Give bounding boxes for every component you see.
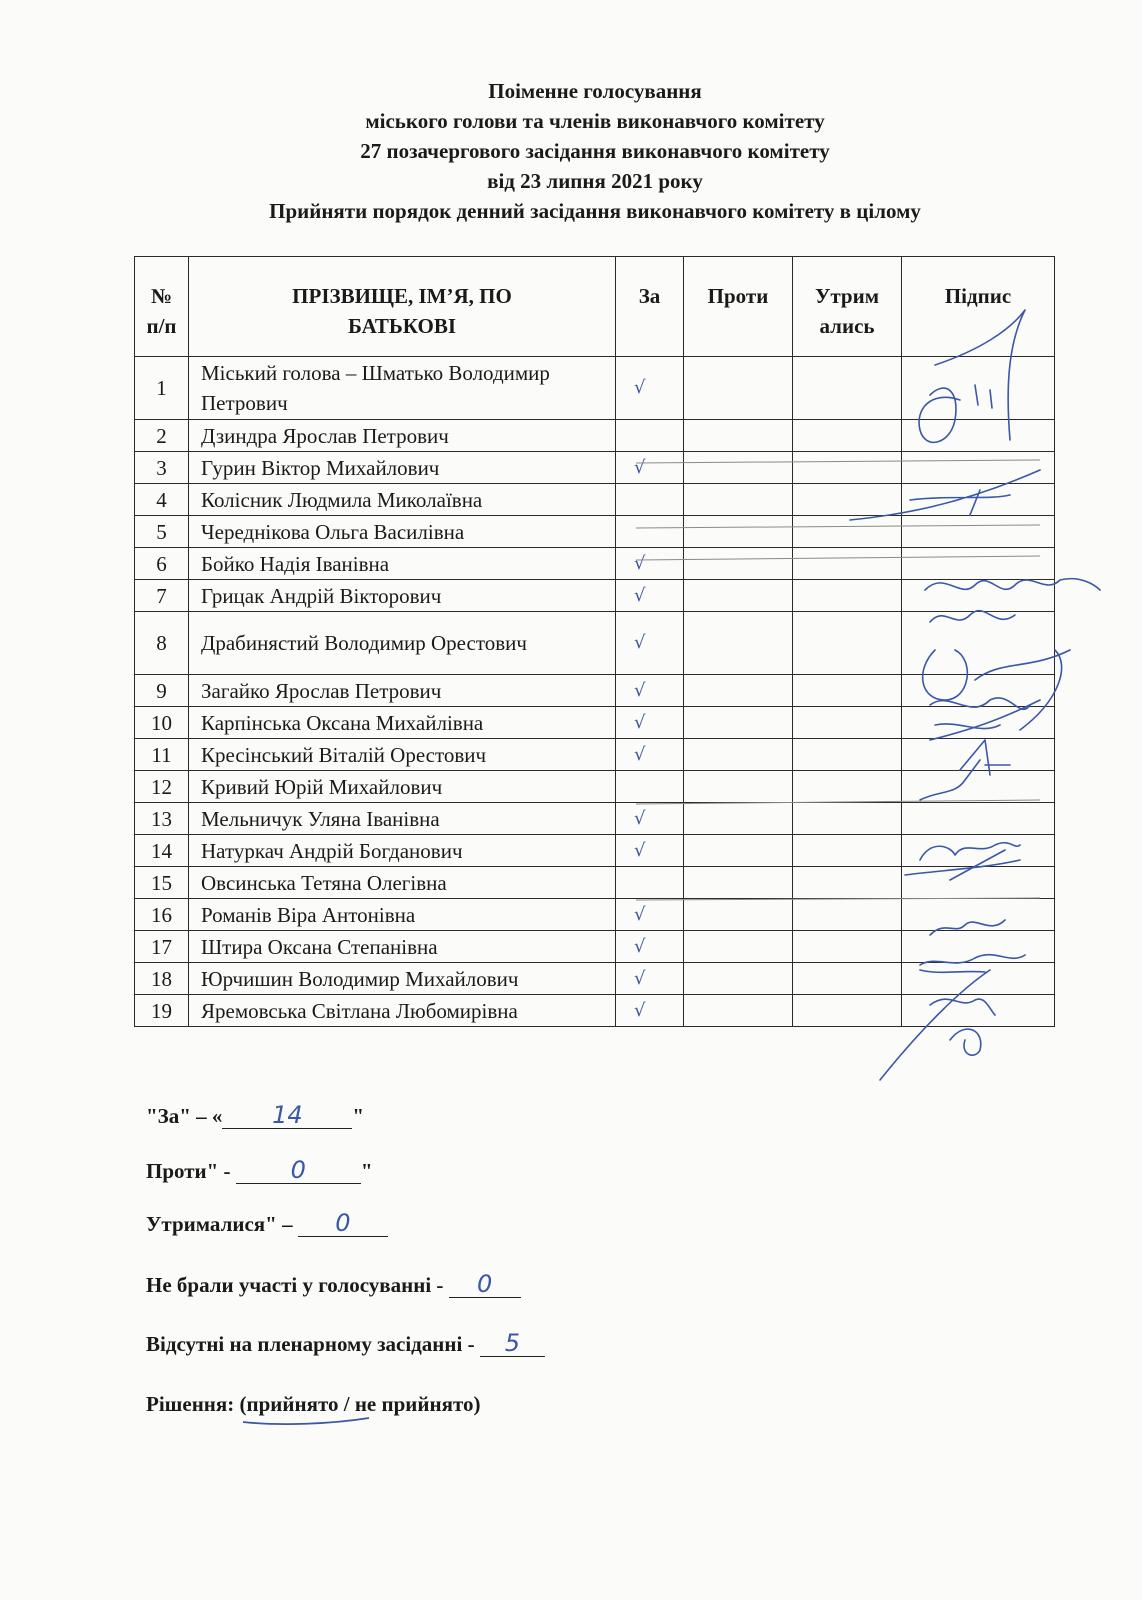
row-name: Бойко Надія Іванівна [189, 548, 616, 580]
row-number: 19 [135, 995, 189, 1027]
table-row [135, 771, 1055, 803]
row-against [684, 803, 793, 835]
row-number: 9 [135, 675, 189, 707]
row-signature [902, 803, 1055, 835]
table-row [135, 739, 1055, 771]
totals-not-voted-row [146, 1271, 521, 1298]
row-number: 13 [135, 803, 189, 835]
row-for-mark [616, 452, 684, 484]
col-header-against: Проти [684, 257, 793, 357]
row-for-mark [616, 963, 684, 995]
check-mark-icon: √ [634, 807, 646, 829]
row-for-mark [616, 484, 684, 516]
row-number: 11 [135, 739, 189, 771]
row-abstain [793, 739, 902, 771]
row-signature [902, 995, 1055, 1027]
row-signature [902, 452, 1055, 484]
decision-rest: / не прийнято) [338, 1392, 481, 1416]
row-signature [902, 931, 1055, 963]
row-number: 4 [135, 484, 189, 516]
row-name: Карпінська Оксана Михайлівна [189, 707, 616, 739]
check-mark-icon: √ [634, 967, 646, 989]
row-for-mark [616, 420, 684, 452]
row-name: Грицак Андрій Вікторович [189, 580, 616, 612]
table-row [135, 995, 1055, 1027]
table-row [135, 357, 1055, 420]
row-number: 10 [135, 707, 189, 739]
totals-absent-row [146, 1330, 545, 1357]
row-for-mark [616, 612, 684, 675]
row-number: 17 [135, 931, 189, 963]
check-mark-icon: √ [634, 839, 646, 861]
row-name: Кресінський Віталій Орестович [189, 739, 616, 771]
table-header-row [135, 257, 1055, 357]
row-against [684, 995, 793, 1027]
row-against [684, 580, 793, 612]
row-abstain [793, 675, 902, 707]
row-name: Кривий Юрій Михайлович [189, 771, 616, 803]
totals-against-close: " [360, 1159, 373, 1183]
table-row [135, 420, 1055, 452]
table-row [135, 675, 1055, 707]
row-against [684, 835, 793, 867]
row-against [684, 707, 793, 739]
row-for-mark [616, 548, 684, 580]
totals-abstain-label: Утрималися" – [146, 1212, 298, 1236]
row-number: 16 [135, 899, 189, 931]
row-against [684, 516, 793, 548]
check-mark-icon: √ [634, 903, 646, 925]
totals-not-voted-label: Не брали участі у голосуванні - [146, 1273, 449, 1297]
row-against [684, 484, 793, 516]
table-row [135, 452, 1055, 484]
row-against [684, 867, 793, 899]
row-name: Міський голова – Шматько Володимир Петрович [189, 357, 616, 420]
row-name: Загайко Ярослав Петрович [189, 675, 616, 707]
row-abstain [793, 963, 902, 995]
row-signature [902, 420, 1055, 452]
check-mark-icon: √ [634, 377, 646, 398]
check-mark-icon: √ [634, 743, 646, 765]
row-against [684, 899, 793, 931]
row-number: 12 [135, 771, 189, 803]
row-for-mark [616, 357, 684, 420]
row-signature [902, 580, 1055, 612]
row-name: Колісник Людмила Миколаївна [189, 484, 616, 516]
underline-mark [241, 1414, 371, 1428]
row-signature [902, 835, 1055, 867]
row-name: Натуркач Андрій Богданович [189, 835, 616, 867]
col-header-for: За [616, 257, 684, 357]
check-mark-icon: √ [634, 632, 646, 653]
totals-against-label: Проти" - [146, 1159, 236, 1183]
row-signature [902, 867, 1055, 899]
col-header-abstain: Утрим ались [793, 257, 902, 357]
voting-table [134, 256, 1055, 1027]
header-line-4: від 23 липня 2021 року [487, 169, 703, 193]
table-row [135, 516, 1055, 548]
row-for-mark [616, 867, 684, 899]
row-signature [902, 739, 1055, 771]
check-mark-icon: √ [634, 456, 646, 478]
row-for-mark [616, 580, 684, 612]
row-abstain [793, 899, 902, 931]
col-header-name: ПРІЗВИЩЕ, ІМ’Я, ПО БАТЬКОВІ [189, 257, 616, 357]
totals-not-voted-value: 0 [449, 1271, 521, 1298]
row-name: Дзиндра Ярослав Петрович [189, 420, 616, 452]
row-signature [902, 963, 1055, 995]
row-for-mark [616, 835, 684, 867]
row-name: Череднікова Ольга Василівна [189, 516, 616, 548]
table-row [135, 835, 1055, 867]
table-row [135, 612, 1055, 675]
row-abstain [793, 612, 902, 675]
row-abstain [793, 357, 902, 420]
totals-absent-label: Відсутні на пленарному засіданні - [146, 1332, 480, 1356]
row-against [684, 931, 793, 963]
totals-for-close: " [352, 1104, 365, 1128]
row-against [684, 771, 793, 803]
check-mark-icon: √ [634, 679, 646, 701]
row-for-mark [616, 995, 684, 1027]
table-row [135, 899, 1055, 931]
row-for-mark [616, 771, 684, 803]
row-against [684, 612, 793, 675]
col-header-signature: Підпис [902, 257, 1055, 357]
row-against [684, 452, 793, 484]
row-name: Овсинська Тетяна Олегівна [189, 867, 616, 899]
header-line-2: міського голови та членів виконавчого комітету [365, 109, 825, 133]
table-row [135, 867, 1055, 899]
row-for-mark [616, 899, 684, 931]
header-line-5: Прийняти порядок денний засідання виконавчого комітету в цілому [269, 199, 921, 223]
totals-for-row [146, 1102, 364, 1129]
totals-absent-value: 5 [480, 1330, 545, 1357]
row-abstain [793, 835, 902, 867]
row-signature [902, 612, 1055, 675]
row-abstain [793, 484, 902, 516]
row-number: 18 [135, 963, 189, 995]
row-name: Яремовська Світлана Любомирівна [189, 995, 616, 1027]
row-signature [902, 548, 1055, 580]
col-header-number: № п/п [135, 257, 189, 357]
row-number: 14 [135, 835, 189, 867]
totals-against-row [146, 1157, 372, 1184]
decision-label: Рішення: ( [146, 1392, 247, 1416]
row-for-mark [616, 516, 684, 548]
check-mark-icon: √ [634, 584, 646, 606]
totals-abstain-value: 0 [298, 1210, 388, 1237]
decision-adopted: прийнято [247, 1392, 339, 1417]
table-row [135, 963, 1055, 995]
header-line-1: Поіменне голосування [488, 79, 702, 103]
row-number: 1 [135, 357, 189, 420]
row-name: Романів Віра Антонівна [189, 899, 616, 931]
row-abstain [793, 803, 902, 835]
row-number: 3 [135, 452, 189, 484]
totals-for-label: "За" – « [146, 1104, 223, 1128]
check-mark-icon: √ [634, 999, 646, 1021]
header-line-3: 27 позачергового засідання виконавчого комітету [360, 139, 830, 163]
totals-for-value: 14 [222, 1102, 352, 1129]
row-for-mark [616, 739, 684, 771]
totals-abstain-row [146, 1210, 388, 1237]
row-name: Юрчишин Володимир Михайлович [189, 963, 616, 995]
row-signature [902, 357, 1055, 420]
row-for-mark [616, 931, 684, 963]
row-abstain [793, 867, 902, 899]
row-number: 15 [135, 867, 189, 899]
row-against [684, 739, 793, 771]
row-abstain [793, 580, 902, 612]
row-name: Драбинястий Володимир Орестович [189, 612, 616, 675]
row-signature [902, 707, 1055, 739]
row-against [684, 357, 793, 420]
row-abstain [793, 995, 902, 1027]
table-row [135, 707, 1055, 739]
row-for-mark [616, 803, 684, 835]
row-against [684, 420, 793, 452]
row-abstain [793, 707, 902, 739]
row-number: 5 [135, 516, 189, 548]
document-header [130, 76, 1060, 226]
row-for-mark [616, 675, 684, 707]
row-name: Штира Оксана Степанівна [189, 931, 616, 963]
row-number: 8 [135, 612, 189, 675]
check-mark-icon: √ [634, 711, 646, 733]
row-signature [902, 484, 1055, 516]
row-for-mark [616, 707, 684, 739]
row-abstain [793, 420, 902, 452]
row-against [684, 963, 793, 995]
row-number: 6 [135, 548, 189, 580]
row-signature [902, 899, 1055, 931]
row-name: Мельничук Уляна Іванівна [189, 803, 616, 835]
row-number: 7 [135, 580, 189, 612]
row-name: Гурин Віктор Михайлович [189, 452, 616, 484]
table-row [135, 803, 1055, 835]
decision-row [146, 1392, 480, 1417]
row-abstain [793, 931, 902, 963]
row-abstain [793, 548, 902, 580]
row-abstain [793, 516, 902, 548]
row-abstain [793, 771, 902, 803]
row-abstain [793, 452, 902, 484]
check-mark-icon: √ [634, 552, 646, 574]
row-signature [902, 771, 1055, 803]
check-mark-icon: √ [634, 935, 646, 957]
row-against [684, 675, 793, 707]
row-signature [902, 516, 1055, 548]
table-row [135, 484, 1055, 516]
row-against [684, 548, 793, 580]
row-number: 2 [135, 420, 189, 452]
row-signature [902, 675, 1055, 707]
table-row [135, 580, 1055, 612]
table-row [135, 931, 1055, 963]
totals-against-value: 0 [236, 1157, 361, 1184]
table-row [135, 548, 1055, 580]
